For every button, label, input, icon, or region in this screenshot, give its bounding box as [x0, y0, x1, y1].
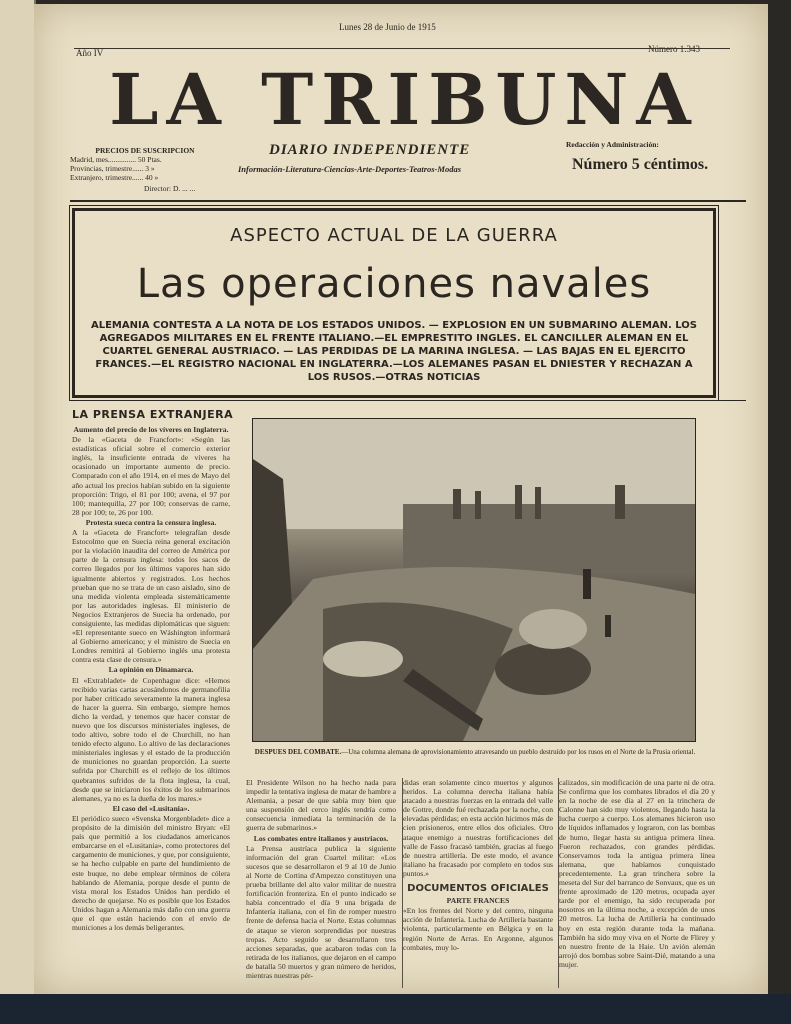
article-paragraph: calizados, sin modificación de una parte ni de otra. Se confirma que los combates librados el día 20 y en la noche de ese día al 27 en la trinchera de Calonne han sido muy violentos, llegando hasta la lucha cuerpo a cuerpo. Los alemanes hicieron uso de líquidos inflamados y lograron, con las bombas de humo, llegar hasta su antigua primera línea. Fueron rechazados, con grandes pérdidas. Conservamos toda la antigua primera línea alemana, que habíamos conquistado precedentemente. La gran trinchera sobre la meseta del Sur del barranco de Sonvaux, que es un frente aproximado de 120 metros, ocupada ayer tarde por el enemigo, ha sido recuperada por nosotros en la última noche, a excepción de unos 20 metros. La lucha de Artillería ha continuado hoy en esta región durante toda la mañana. También ha sido muy viva en el Norte de Flirey y en nuestro frente de la Haie. Un avión alemán arrojó dos bombas sobre Saint-Dié, matando a una mujer.	[559, 778, 715, 969]
caption-text: —Una columna alemana de aprovisionamiento atravesando un pueblo destruído por los rusos en el Norte de la Prusia oriental.	[341, 748, 696, 756]
article-subheading: PARTE FRANCES	[446, 896, 510, 906]
photo-caption	[250, 748, 700, 757]
article-subheading: La opinión en Dinamarca.	[108, 665, 194, 675]
scanner-background	[0, 994, 791, 1024]
article-paragraph: El periódico sueco «Svenska Morgenbladet» dice a propósito de la dimisión del ministro Bryan: «El país que permitió a los ciudadanos americanos embarcarse en el «Lusitania», como protectores del cargamento de municiones, y que, por consiguiente, se ha hecho culpable en parte del hundimiento de este buque, no debe emplear términos de cólera hablando de Alemania, porque desde el punto de vista moral los Estados Unidos han perdido el derecho de quejarse. No es posible que los Estados Unidos hagan a Alemania más daño con una guerra que el que están haciendo con el envío de municiones a los demás beligerantes.	[72, 813, 230, 933]
article-paragraph: El «Extrabladet» de Copenhague dice: «Hemos recibido varias cartas acusándonos de germanofilia por haber criticado severamente la manera inglesa de hacer la guerra. Sin embargo, siempre hemos dicho la verdad, y tenemos que hacer constar de nuevo que los discursos ministeriales ingleses, de todo altivo, sobre todo el de Churchill, no han tenido efecto alguno. Lo altivo de las declaraciones ministeriales inglesas y el estado de la producción de municiones no guardan proporción. La suerte sufrida por Churchill es el reflejo de los últimos quebrantos sufridos de la flota inglesa, la cual, desde que se iniciaron los éxitos de los submarinos alemanes, ya no es la dueña de los mares.»	[72, 675, 230, 803]
caption-lead: DESPUES DEL COMBATE.	[254, 748, 342, 756]
headline-title: Las operaciones navales	[136, 261, 652, 307]
masthead-subtitle: DIARIO INDEPENDIENTE	[269, 142, 471, 158]
documents-heading: DOCUMENTOS OFICIALES	[407, 883, 549, 895]
photo-scene	[253, 419, 695, 741]
price-line: Extranjero, trimestre...... 40 »	[70, 173, 159, 182]
price-line: Madrid, mes............... 50 Ptas.	[70, 155, 162, 164]
top-rule	[74, 48, 730, 49]
redaccion-label: Redacción y Administración:	[566, 140, 659, 149]
headline-kicker: ASPECTO ACTUAL DE LA GUERRA	[230, 225, 558, 246]
masthead-title: LA TRIBUNA	[109, 58, 699, 141]
section-heading: LA PRENSA EXTRANJERA	[72, 408, 234, 421]
previous-page-edge	[0, 0, 36, 1000]
newspaper-page	[34, 4, 768, 994]
headline-summary: ALEMANIA CONTESTA A LA NOTA DE LOS ESTADOS UNIDOS. — EXPLOSION EN UN SUBMARINO ALEMAN. LOS AGREGADOS MILITARES EN EL FRENTE ITALIANO.—EL EMPRESTITO INGLES. EL CANCILLER ALEMAN EN EL CUARTEL GENERAL AUSTRIACO. — LAS PERDIDAS DE LA MARINA INGLESA. — LAS BAJAS EN EL EJERCITO FRANCES.—EL REGISTRO NACIONAL EN INGLATERRA.—LOS ALEMANES PASAN EL DNIESTER Y RECHAZAN A LOS RUSOS.—OTRAS NOTICIAS	[90, 320, 698, 383]
year-label: Año IV	[76, 48, 104, 58]
headline-box	[72, 208, 716, 398]
article-paragraph: De la «Gaceta de Francfort»: «Según las estadísticas oficial sobre el comercio exterior inglés, la insuficiente entrada de víveres ha ocasionado un importante aumento de precio. Comparado con el año 1914, en el mes de Mayo del año actual los precios habían subido en la siguiente proporción: Trigo, el 81 por 100; avena, el 97 por 100; mantequilla, 27 por 100; conservas de carne, 28 por 100; te, 26 por 100.	[72, 435, 230, 517]
article-paragraph: El Presidente Wilson no ha hecho nada para impedir la tentativa inglesa de matar de hambre a Alemania, a pesar de que sabía muy bien que una suspensión del cerco inglés tendría como consecuencia inmediata la terminación de la guerra de submarinos.»	[246, 778, 396, 833]
war-photograph	[252, 418, 696, 742]
subscription-prices	[70, 146, 220, 182]
price-line: Provincias, trimestre...... 3 »	[70, 164, 155, 173]
article-paragraph: La Prensa austríaca publica la siguiente información del gran Cuartel militar: «Los sucesos que se desarrollaron el 9 al 10 de Junio al Norte de Cortina d'Ampezzo constituyen una prueba brillante del alto valor militar de nuestra fortificación fronteriza. En el punto indicado se había concentrado el día 9 una brigada de Infantería italiana, con el fin de romper nuestro frente de defensa hacia el Norte. Estas columnas de ataque se vieron sorprendidas por nuestras tropas. Acto seguido se desarrollaron tres acciones separadas, que acabaron todas con la retirada de los italianos, que dejaron en el campo de batalla 50 muertos y gran número de heridos, mientras nuestras pér-	[246, 843, 396, 980]
header-rule	[70, 200, 746, 202]
article-paragraph: «En los frentes del Norte y del centro, ninguna acción de Infantería. Lucha de Artillería bastante violenta, particularmente en Bélgica y en la región Norte de Arras. En Argonne, algunos combates, muy lo-	[403, 906, 553, 952]
article-column-2	[246, 778, 396, 988]
article-subheading: Aumento del precio de los víveres en Inglaterra.	[73, 425, 229, 434]
article-subheading: Los combates entre italianos y austriacos.	[253, 833, 389, 843]
issue-price: Número 5 céntimos.	[572, 156, 709, 173]
article-paragraph: didas eran solamente cinco muertos y algunos heridos. La columna derecha italiana había atacado a nuestras fuerzas en la entrada del valle de Gottre, donde fué rechazada por la noche, con elevadas pérdidas; en esta acción hicimos más de cien prisioneros, entre ellos dos oficiales. Otro ataque enemigo a nuestras fortificaciones del valle de Fasso fracasó también, gracias al fuego de nuestra artillería. De este modo, el avance italiano ha fracasado por completo en todos sus puntos.»	[403, 778, 553, 878]
issue-number: Número 1.343	[648, 44, 700, 54]
article-column-3	[402, 778, 553, 988]
date-label: Lunes 28 de Junio de 1915	[339, 22, 436, 32]
article-paragraph: A la «Gaceta de Francfort» telegrafían desde Estocolmo que en Suecia reina general excitación por la violación inaudita del correo de América por parte de la censura inglesa: todos los sacos de correo llegados por los últimos vapores han sido igualmente abiertos y registrados. Los hechos prueban que no se trata de un caso aislado, sino de una medida violenta empleada sistemáticamente por las autoridades inglesas. El ministerio de Negocios Extranjeros de Suecia ha ordenado, por consiguiente, las medidas diplomáticas que siguen: «El representante sueco en Wáshington informará al Gobierno americano; y el ministro de Suecia en Londres remitirá al Gobierno inglés una protesta contra esta clase de censura.»	[72, 528, 230, 665]
prices-title: PRECIOS DE SUSCRIPCION	[95, 146, 195, 155]
article-subheading: El caso del «Lusitania».	[112, 803, 190, 813]
article-subheading: Protesta sueca contra la censura inglesa.	[85, 517, 217, 527]
section-rule	[70, 400, 746, 401]
director-line: Director: D. ... ...	[144, 184, 196, 193]
article-column-1	[72, 424, 230, 984]
article-column-4	[558, 778, 715, 988]
masthead-tagline: Información-Literatura-Ciencias-Arte-Deportes-Teatros-Modas	[238, 164, 462, 174]
